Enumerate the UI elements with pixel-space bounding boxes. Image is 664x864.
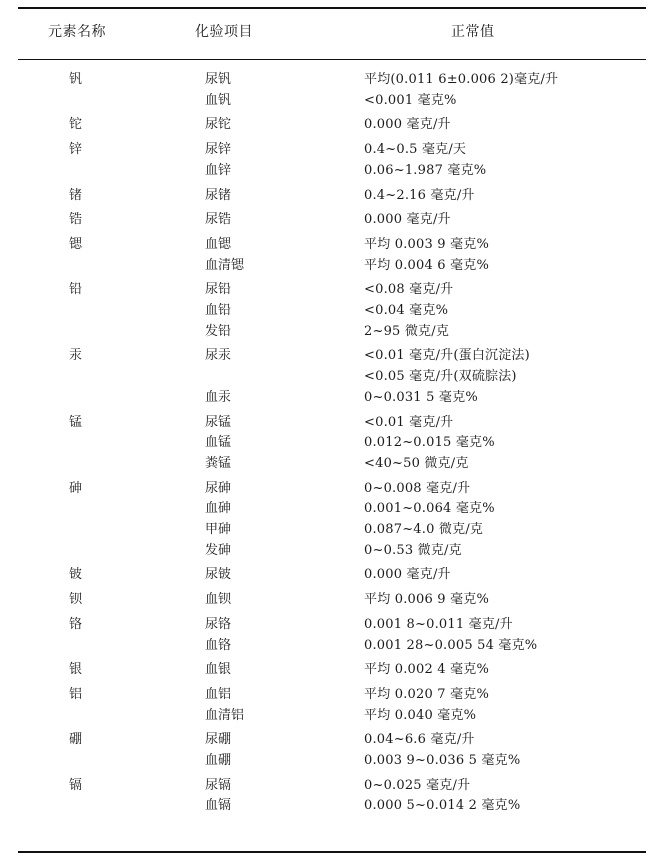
normal-value-cell: 0.4~2.16 毫克/升 [364,187,475,203]
test-item-cell: 尿砷 [205,480,232,496]
normal-value-cell: 0.003 9~0.036 5 毫克% [364,753,521,768]
normal-value-cell: 平均 0.004 6 毫克% [364,257,490,273]
element-name-cell: 铍 [69,567,83,583]
test-item-cell: 血铬 [205,637,232,653]
normal-value-cell: 平均 0.006 9 毫克% [364,592,490,608]
normal-value-cell: 平均 0.003 9 毫克% [364,236,490,252]
normal-value-cell: 0~0.031 5 毫克% [364,389,478,405]
normal-value-cell: 平均 0.040 毫克% [364,707,477,723]
test-item-cell: 血锰 [205,435,232,451]
test-item-cell: 血锶 [205,236,232,252]
element-name-cell: 镉 [69,777,83,793]
normal-value-cell: 0.001 28~0.005 54 毫克% [364,637,538,653]
element-name-cell: 银 [69,662,83,678]
normal-value-cell: 平均 0.002 4 毫克% [364,662,490,678]
test-item-cell: 尿铊 [205,117,232,133]
normal-value-cell: <0.04 毫克% [364,303,449,318]
test-item-cell: 甲砷 [205,522,232,537]
test-item-cell: 粪锰 [205,455,232,471]
normal-value-cell: 0.000 5~0.014 2 毫克% [364,798,521,814]
test-item-cell: 血钒 [205,92,232,108]
test-item-cell: 尿锆 [205,212,232,228]
normal-value-cell: <0.08 毫克/升 [364,282,454,298]
element-name-cell: 钡 [69,592,83,608]
element-name-cell: 锌 [69,142,83,158]
normal-value-cell: 0~0.53 微克/克 [364,542,462,558]
normal-value-cell: 2~95 微克/克 [364,323,450,339]
test-item-cell: 血铅 [205,303,232,318]
table-bottom-rule [18,851,646,853]
normal-value-cell: 0.000 毫克/升 [364,567,451,583]
normal-value-cell: <0.001 毫克% [364,92,457,108]
test-item-cell: 发铅 [205,323,232,339]
normal-value-cell: 平均(0.011 6±0.006 2)毫克/升 [364,72,559,87]
normal-value-cell: <0.01 毫克/升 [364,414,454,430]
test-item-cell: 尿硼 [205,732,232,748]
test-item-cell: 血清锶 [205,257,245,273]
normal-value-cell: 0.001 8~0.011 毫克/升 [364,616,513,632]
test-item-cell: 尿铬 [205,616,232,632]
element-name-cell: 砷 [69,480,83,496]
test-item-cell: 尿锌 [205,142,232,158]
element-name-cell: 钒 [69,72,83,87]
normal-value-cell: 0.001~0.064 毫克% [364,501,495,517]
element-name-cell: 铝 [69,686,83,702]
test-item-cell: 血硼 [205,753,232,768]
test-item-cell: 血铝 [205,686,232,702]
normal-value-cell: <0.01 毫克/升(蛋白沉淀法) [364,348,530,364]
element-name-cell: 硼 [69,732,83,748]
normal-value-cell: 平均 0.020 7 毫克% [364,686,490,702]
normal-value-cell: 0.012~0.015 毫克% [364,435,495,451]
element-name-cell: 锆 [69,212,83,228]
element-name-cell: 汞 [69,348,83,364]
normal-value-cell: 0.087~4.0 微克/克 [364,522,484,537]
test-item-cell: 血汞 [205,389,232,405]
element-name-cell: 铬 [69,616,83,632]
normal-value-cell: <0.05 毫克/升(双硫腙法) [364,369,517,385]
test-item-cell: 尿汞 [205,348,232,364]
normal-value-cell: 0.04~6.6 毫克/升 [364,732,475,748]
element-name-cell: 锗 [69,187,83,203]
element-name-cell: 铅 [69,282,83,298]
test-item-cell: 发砷 [205,542,232,558]
test-item-cell: 血镉 [205,798,232,814]
normal-value-cell: 0.4~0.5 毫克/天 [364,142,467,158]
element-name-cell: 锰 [69,414,83,430]
test-item-cell: 尿锰 [205,414,232,430]
test-item-cell: 尿钒 [205,72,232,87]
normal-value-cell: 0.000 毫克/升 [364,117,451,133]
header-normal-value: 正常值 [451,24,495,40]
header-element-name: 元素名称 [48,24,106,40]
test-item-cell: 血银 [205,662,232,678]
normal-value-cell: 0~0.008 毫克/升 [364,480,471,496]
test-item-cell: 尿铍 [205,567,232,583]
normal-value-cell: 0.06~1.987 毫克% [364,162,487,178]
element-name-cell: 锶 [69,236,83,252]
element-name-cell: 铊 [69,117,83,133]
normal-value-cell: <40~50 微克/克 [364,455,469,471]
header-test-item: 化验项目 [195,24,253,40]
test-item-cell: 尿锗 [205,187,232,203]
normal-value-cell: 0~0.025 毫克/升 [364,777,471,793]
test-item-cell: 血锌 [205,162,232,178]
test-item-cell: 血清铝 [205,707,245,723]
test-item-cell: 尿镉 [205,777,232,793]
test-item-cell: 血砷 [205,501,232,517]
test-item-cell: 尿铅 [205,282,232,298]
test-item-cell: 血钡 [205,592,232,608]
normal-value-cell: 0.000 毫克/升 [364,212,451,228]
